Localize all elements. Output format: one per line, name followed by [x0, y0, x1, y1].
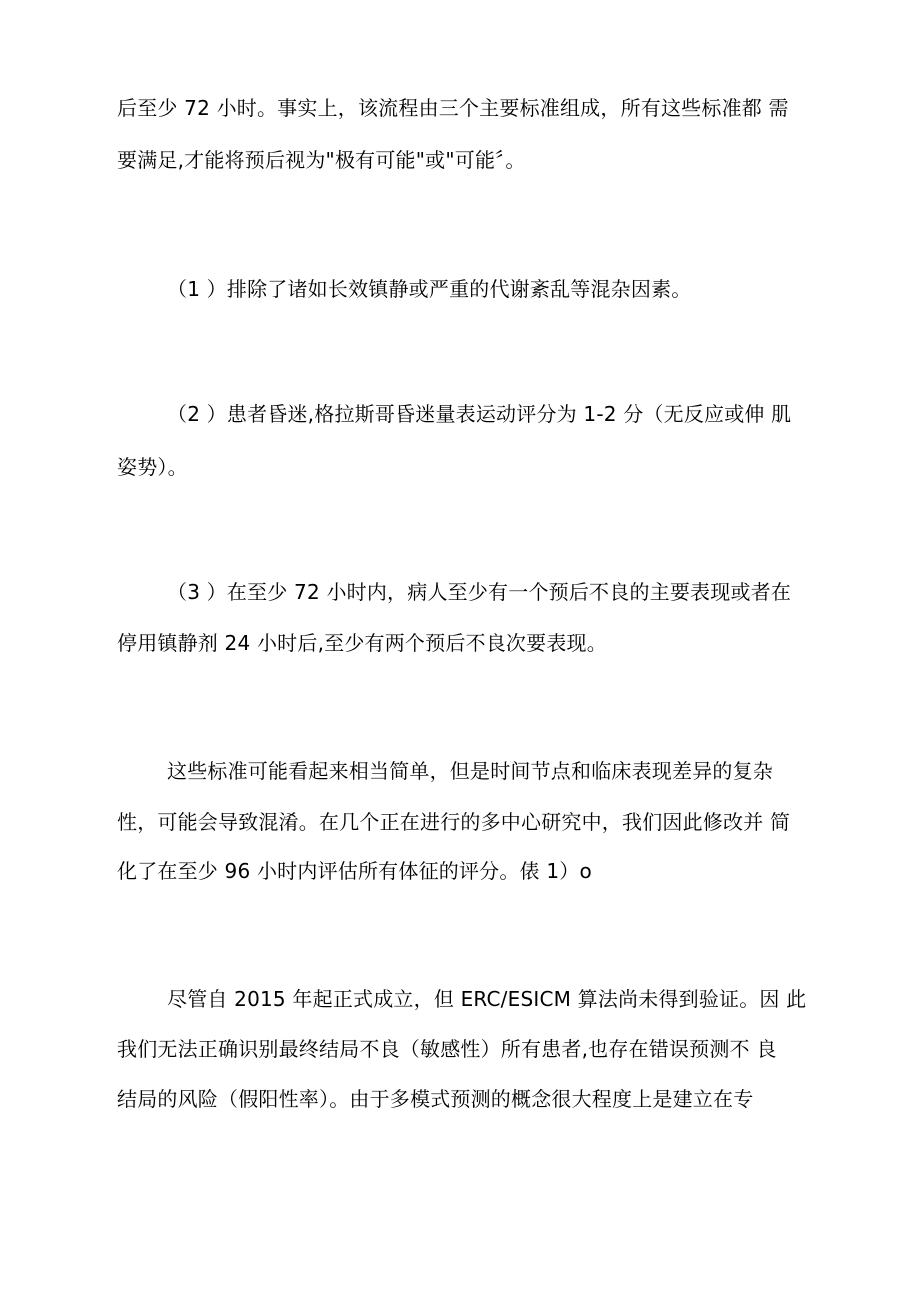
paragraph-5-line-1: 这些标准可能看起来相当简单，但是时间节点和临床表现差异的复杂: [167, 759, 773, 783]
paragraph-6-line-2: 我们无法正确识别最终结局不良（敏感性）所有患者,也存在错误预测不 良: [117, 1037, 777, 1061]
criterion-1: （1 ）排除了诸如长效镇静或严重的代谢紊乱等混杂因素。: [167, 277, 692, 301]
paragraph-1-line-1: 后至少 72 小时。事实上，该流程由三个主要标准组成，所有这些标准都 需: [117, 96, 789, 120]
paragraph-6-line-1: 尽管自 2015 年起正式成立，但 ERC/ESICM 算法尚未得到验证。因 此: [167, 987, 807, 1011]
criterion-3-line-1: （3 ）在至少 72 小时内，病人至少有一个预后不良的主要表现或者在: [167, 580, 792, 604]
paragraph-5-line-3: 化了在至少 96 小时内评估所有体征的评分。俵 1）o: [117, 859, 592, 883]
paragraph-1-line-2: 要满足,才能将预后视为"极有可能"或"可能〞。: [117, 148, 526, 172]
criterion-2-line-2: 姿势）。: [117, 455, 188, 479]
criterion-2-line-1: （2 ）患者昏迷,格拉斯哥昏迷量表运动评分为 1-2 分（无反应或伸 肌: [167, 402, 792, 426]
paragraph-5-line-2: 性，可能会导致混淆。在几个正在进行的多中心研究中，我们因此修改并 简: [117, 810, 791, 834]
paragraph-6-line-3: 结局的风险（假阳性率）。由于多模式预测的概念很大程度上是建立在专: [117, 1087, 754, 1111]
criterion-3-line-2: 停用镇静剂 24 小时后,至少有两个预后不良次要表现。: [117, 631, 607, 655]
